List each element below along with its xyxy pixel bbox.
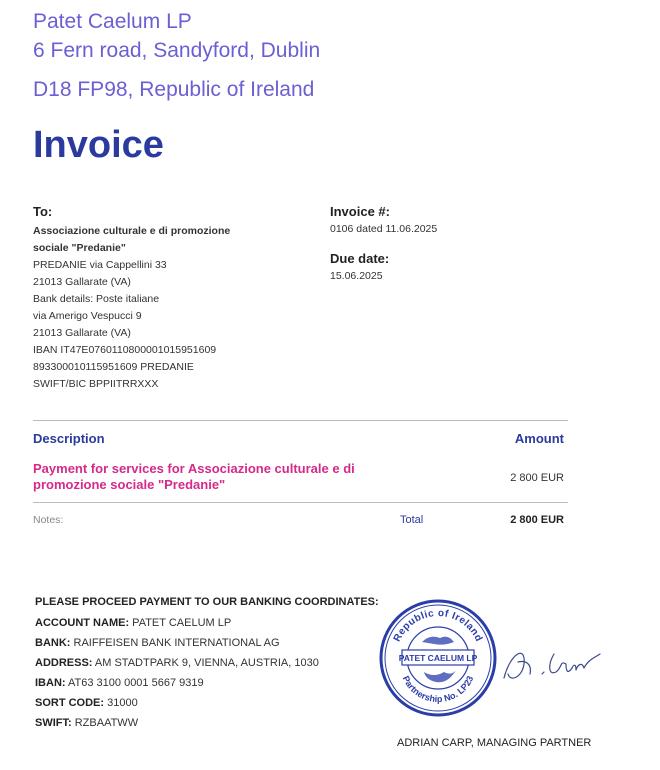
bill-to-name-line2: sociale "Predanie": [33, 242, 126, 254]
bill-to-line: 893300010115951609 PREDANIE: [33, 361, 194, 373]
banking-key: SWIFT:: [35, 717, 72, 729]
line-item-description-line1: Payment for services for Associazione culturale e di: [33, 461, 355, 476]
banking-row: [35, 657, 379, 669]
banking-value: 31000: [107, 697, 138, 709]
document-title: Invoice: [33, 124, 164, 166]
bill-to-line: PREDANIE via Cappellini 33: [33, 259, 167, 271]
due-date-value: 15.06.2025: [330, 270, 383, 282]
line-item-description-line2: promozione sociale "Predanie": [33, 477, 226, 492]
svg-text:Republic of Ireland: Republic of Ireland: [391, 607, 485, 644]
due-date-label: Due date:: [330, 251, 390, 266]
banking-heading: PLEASE PROCEED PAYMENT TO OUR BANKING COORDINATES:: [35, 596, 379, 608]
bill-to-label: To:: [33, 204, 53, 219]
banking-key: SORT CODE:: [35, 697, 105, 709]
line-item-description: [33, 461, 418, 493]
invoice-meta-block: [330, 204, 570, 298]
banking-block: [35, 596, 379, 737]
column-header-amount: Amount: [514, 431, 564, 446]
svg-text:PATET CAELUM LP: PATET CAELUM LP: [398, 653, 478, 663]
banking-value: RZBAATWW: [74, 717, 139, 729]
handwritten-signature: [496, 634, 606, 694]
bill-to-name-line1: Associazione culturale e di promozione: [33, 225, 231, 237]
banking-key: ACCOUNT NAME:: [35, 617, 130, 629]
table-divider: [33, 502, 568, 503]
bill-to-line: 21013 Gallarate (VA): [33, 276, 131, 288]
svg-text:Partnership No. LP23: Partnership No. LP23: [400, 674, 476, 705]
banking-row: [35, 697, 379, 709]
bill-to-line: SWIFT/BIC BPPIITRRXXX: [33, 378, 159, 390]
invoice-number-value: 0106 dated 11.06.2025: [330, 223, 438, 235]
banking-value: AM STADTPARK 9, VIENNA, AUSTRIA, 1030: [94, 657, 319, 669]
banking-row: [35, 617, 379, 629]
banking-row: [35, 717, 379, 729]
banking-key: ADDRESS:: [35, 657, 93, 669]
bill-to-block: [33, 204, 303, 393]
bill-to-line: Bank details: Poste italiane: [33, 293, 160, 305]
column-header-description: Description: [33, 431, 105, 446]
banking-key: BANK:: [35, 637, 71, 649]
banking-value: PATET CAELUM LP: [132, 617, 232, 629]
total-label: Total: [400, 514, 424, 526]
company-seal-stamp: [378, 598, 498, 718]
table-top-rule: [33, 420, 568, 421]
notes-label: Notes:: [33, 514, 64, 526]
company-address-line2: D18 FP98, Republic of Ireland: [33, 78, 315, 101]
company-name: Patet Caelum LP: [33, 10, 192, 33]
signer-name: ADRIAN CARP, MANAGING PARTNER: [397, 737, 592, 749]
invoice-number-label: Invoice #:: [330, 204, 390, 219]
line-item-amount: 2 800 EUR: [510, 472, 564, 484]
banking-row: [35, 677, 379, 689]
total-value: 2 800 EUR: [510, 514, 564, 526]
bill-to-line: via Amerigo Vespucci 9: [33, 310, 142, 322]
banking-value: RAIFFEISEN BANK INTERNATIONAL AG: [73, 637, 280, 649]
company-address-line1: 6 Fern road, Sandyford, Dublin: [33, 39, 321, 62]
bill-to-line: IBAN IT47E0760110800001015951609: [33, 344, 217, 356]
banking-row: [35, 637, 379, 649]
bill-to-line: 21013 Gallarate (VA): [33, 327, 131, 339]
banking-key: IBAN:: [35, 677, 66, 689]
banking-value: AT63 3100 0001 5667 9319: [68, 677, 204, 689]
